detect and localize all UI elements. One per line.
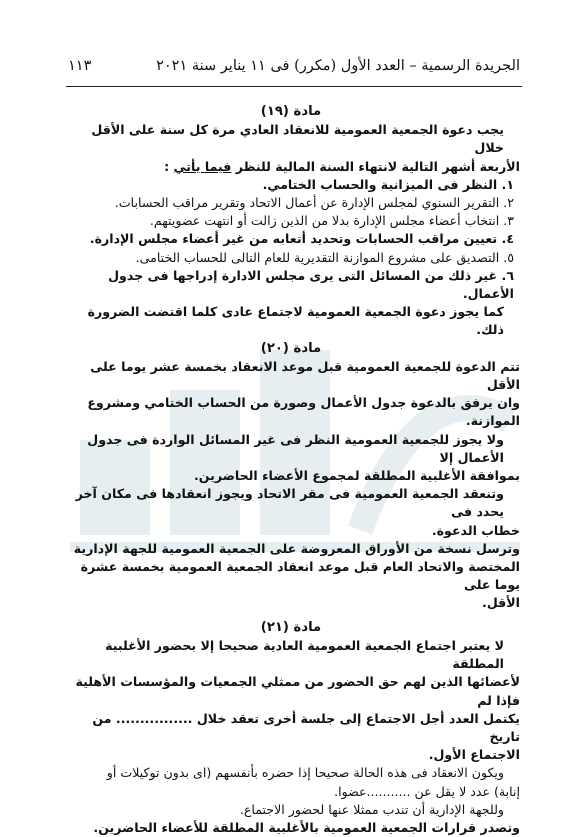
article-19-intro-line-2 <box>62 158 520 176</box>
article-19-item-3: ٣. انتخاب أعضاء مجلس الإدارة بدلا من الذين زالت أو انتهت عضويتهم. <box>149 213 514 229</box>
article-19-item-6: ٦. غير ذلك من المسائل التى يرى مجلس الادارة إدراجها فى جدول الأعمال. <box>108 267 514 302</box>
document-body <box>62 103 520 837</box>
article-20-p4-line-1: وترسل نسخة من الأوراق المعروضة على الجمعية العمومية للجهة الإدارية <box>73 540 520 556</box>
article-21-p1-line-3: يكتمل العدد أجل الاجتماع إلى جلسة أخرى تعقد خلال ................ من تاريخ <box>92 710 520 744</box>
article-21-p4: وتصدر قرارات الجمعية العمومية بالأغلبية المطلقة للأعضاء الحاضرين. <box>93 819 520 835</box>
article-20-p2-line-1: ولا يجوز للجمعية العمومية النظر فى غير المسائل الواردة فى جدول الأعمال إلا <box>87 431 504 465</box>
article-19-closing: كما يجوز دعوة الجمعية العمومية لاجتماع عادى كلما اقتضت الضرورة ذلك. <box>87 304 504 338</box>
article-21-p1-line-2: لأعضائها الذين لهم حق الحضور من ممثلي الجمعيات والمؤسسات الأهلية فإذا لم <box>75 674 520 708</box>
article-19-item-5: ٥. التصديق على مشروع الموازنة التقديرية للعام التالى للحساب الختامى. <box>135 249 514 265</box>
article-21-p1-line-4: الاجتماع الأول. <box>428 747 520 763</box>
article-20-p1-line-2: وان يرفق بالدعوة جدول الأعمال وصورة من الحساب الختامي ومشروع الموازنة. <box>87 395 520 429</box>
article-19-intro-colon: : <box>164 158 174 174</box>
article-19-intro-emphasis: فيما يأتي <box>173 158 232 174</box>
article-20-p3-line-1: وتنعقد الجمعية العمومية فى مقر الاتحاد ويجوز انعقادها فى مكان آخر يحدد فى <box>75 486 504 520</box>
article-20-heading: مادة (٢٠) <box>260 340 322 356</box>
gazette-title: الجريدة الرسمية – العدد الأول (مكرر) فى ١١ يناير سنة ٢٠٢١ <box>156 58 520 74</box>
page-number: ١١٣ <box>68 58 92 74</box>
article-21-heading: مادة (٢١) <box>260 619 322 635</box>
article-19-heading: مادة (١٩) <box>260 104 322 119</box>
article-19-item-2: ٢. التقرير السنوي لمجلس الإدارة عن أعمال الاتحاد وتقرير مراقب الحسابات. <box>114 195 514 211</box>
article-19-item-1: ١. النظر فى الميزانية والحساب الختامي. <box>262 176 514 192</box>
article-21-p1-line-1: لا يعتبر اجتماع الجمعية العمومية العادية صحيحا إلا بحضور الأغلبية المطلقة <box>105 637 504 672</box>
article-20-p4-line-2: المختصة والاتحاد العام قبل موعد انعقاد الجمعية العمومية بخمسة عشرة يوما على <box>80 559 520 593</box>
page-header <box>68 58 520 74</box>
article-20-p1-line-1: تتم الدعوة للجمعية العمومية قبل موعد الانعقاد بخمسة عشر يوما على الأقل <box>90 358 520 393</box>
article-19-intro-line-1: يجب دعوة الجمعية العمومية للانعقاد العادي مرة كل سنة على الأقل خلال <box>91 122 504 156</box>
article-21-p2-line-2: إنابة) عدد لا يقل عن ...........عضوا. <box>334 783 520 799</box>
header-divider <box>66 86 522 87</box>
article-21-p3: وللجهة الإدارية أن تندب ممثلا عنها لحضور الاجتماع. <box>239 801 504 817</box>
article-19-item-4: ٤. تعيين مراقب الحسابات وتحديد أتعابه من غير أعضاء مجلس الإدارة. <box>89 231 514 247</box>
article-20-p3-line-2: خطاب الدعوة. <box>431 522 520 538</box>
article-20-p2-line-2: بموافقة الأغلبية المطلقة لمجموع الأعضاء الحاضرين. <box>194 468 520 484</box>
article-19-intro-text: الأربعة أشهر التالية لانتهاء السنة المالية للنظر <box>231 158 520 174</box>
article-20-p4-line-3: الأقل. <box>482 595 520 611</box>
article-21-p2-line-1: ويكون الانعقاد فى هذه الحالة صحيحا إذا حضره بأنفسهم (اى بدون توكيلات أو <box>106 765 504 781</box>
